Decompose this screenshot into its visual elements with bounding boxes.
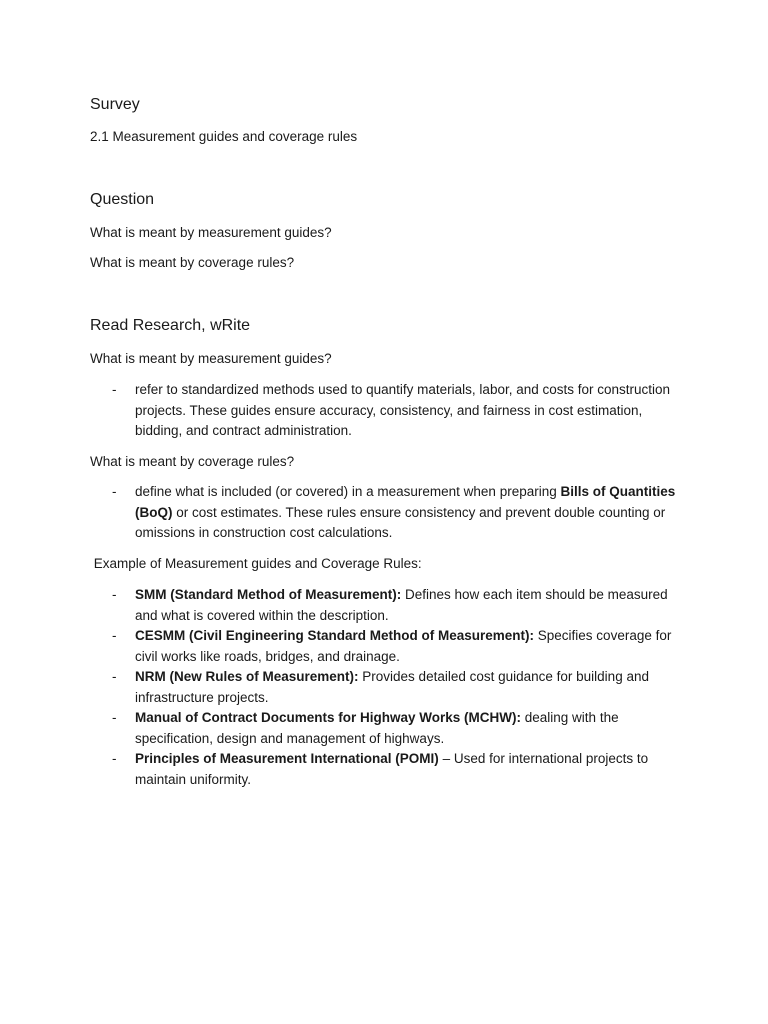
research-heading: Read Research, wRite — [90, 317, 251, 334]
answer-2-bold-term: Bills of Quantities (BoQ) — [135, 484, 676, 520]
survey-subtitle: 2.1 Measurement guides and coverage rules — [90, 129, 358, 144]
bullet-dash: - — [112, 484, 117, 499]
survey-heading: Survey — [90, 96, 140, 113]
bullet-dash: - — [112, 587, 117, 602]
example-item-cesmm — [0, 626, 680, 667]
example-heading: Example of Measurement guides and Coverage Rules: — [90, 556, 422, 571]
example-description: Provides detailed cost guidance for building and infrastructure projects. — [135, 669, 649, 705]
answer-1-item — [0, 380, 680, 442]
answer-2-list — [0, 482, 768, 544]
bullet-dash: - — [112, 669, 117, 684]
answer-1-text: refer to standardized methods used to quantify materials, labor, and costs for construction projects. These guides ensure accuracy, consistency, and fairness in cost estimation, bidding, and contract administration. — [135, 382, 671, 438]
bullet-dash: - — [112, 628, 117, 643]
answer-2-text-after: or cost estimates. These rules ensure consistency and prevent double counting or omissions in construction cost calculations. — [135, 504, 666, 540]
example-term: CESMM (Civil Engineering Standard Method of Measurement): — [135, 628, 535, 643]
answer-2-text-before: define what is included (or covered) in a measurement when preparing — [135, 484, 561, 499]
example-term: Manual of Contract Documents for Highway Works (MCHW): — [135, 710, 522, 725]
question-heading: Question — [90, 191, 155, 208]
answer-2-item — [0, 482, 680, 544]
example-description: Specifies coverage for civil works like roads, bridges, and drainage. — [135, 628, 672, 664]
example-item-smm — [0, 585, 680, 626]
research-question-1: What is meant by measurement guides? — [90, 351, 332, 366]
bullet-dash: - — [112, 382, 117, 397]
example-term: Principles of Measurement International (POMI) — [135, 751, 439, 766]
example-item-mchw — [0, 708, 680, 749]
example-term: NRM (New Rules of Measurement): — [135, 669, 359, 684]
example-item-nrm — [0, 667, 680, 708]
example-description: Defines how each item should be measured and what is covered within the description. — [135, 587, 668, 623]
research-question-2: What is meant by coverage rules? — [90, 454, 295, 469]
bullet-dash: - — [112, 751, 117, 766]
question-1: What is meant by measurement guides? — [90, 225, 332, 240]
bullet-dash: - — [112, 710, 117, 725]
example-item-pomi — [0, 749, 680, 790]
answer-1-list — [0, 380, 768, 442]
examples-list — [0, 585, 768, 790]
question-2: What is meant by coverage rules? — [90, 255, 295, 270]
example-description: – Used for international projects to maintain uniformity. — [135, 751, 649, 787]
example-description: dealing with the specification, design and management of highways. — [135, 710, 619, 746]
example-term: SMM (Standard Method of Measurement): — [135, 587, 402, 602]
